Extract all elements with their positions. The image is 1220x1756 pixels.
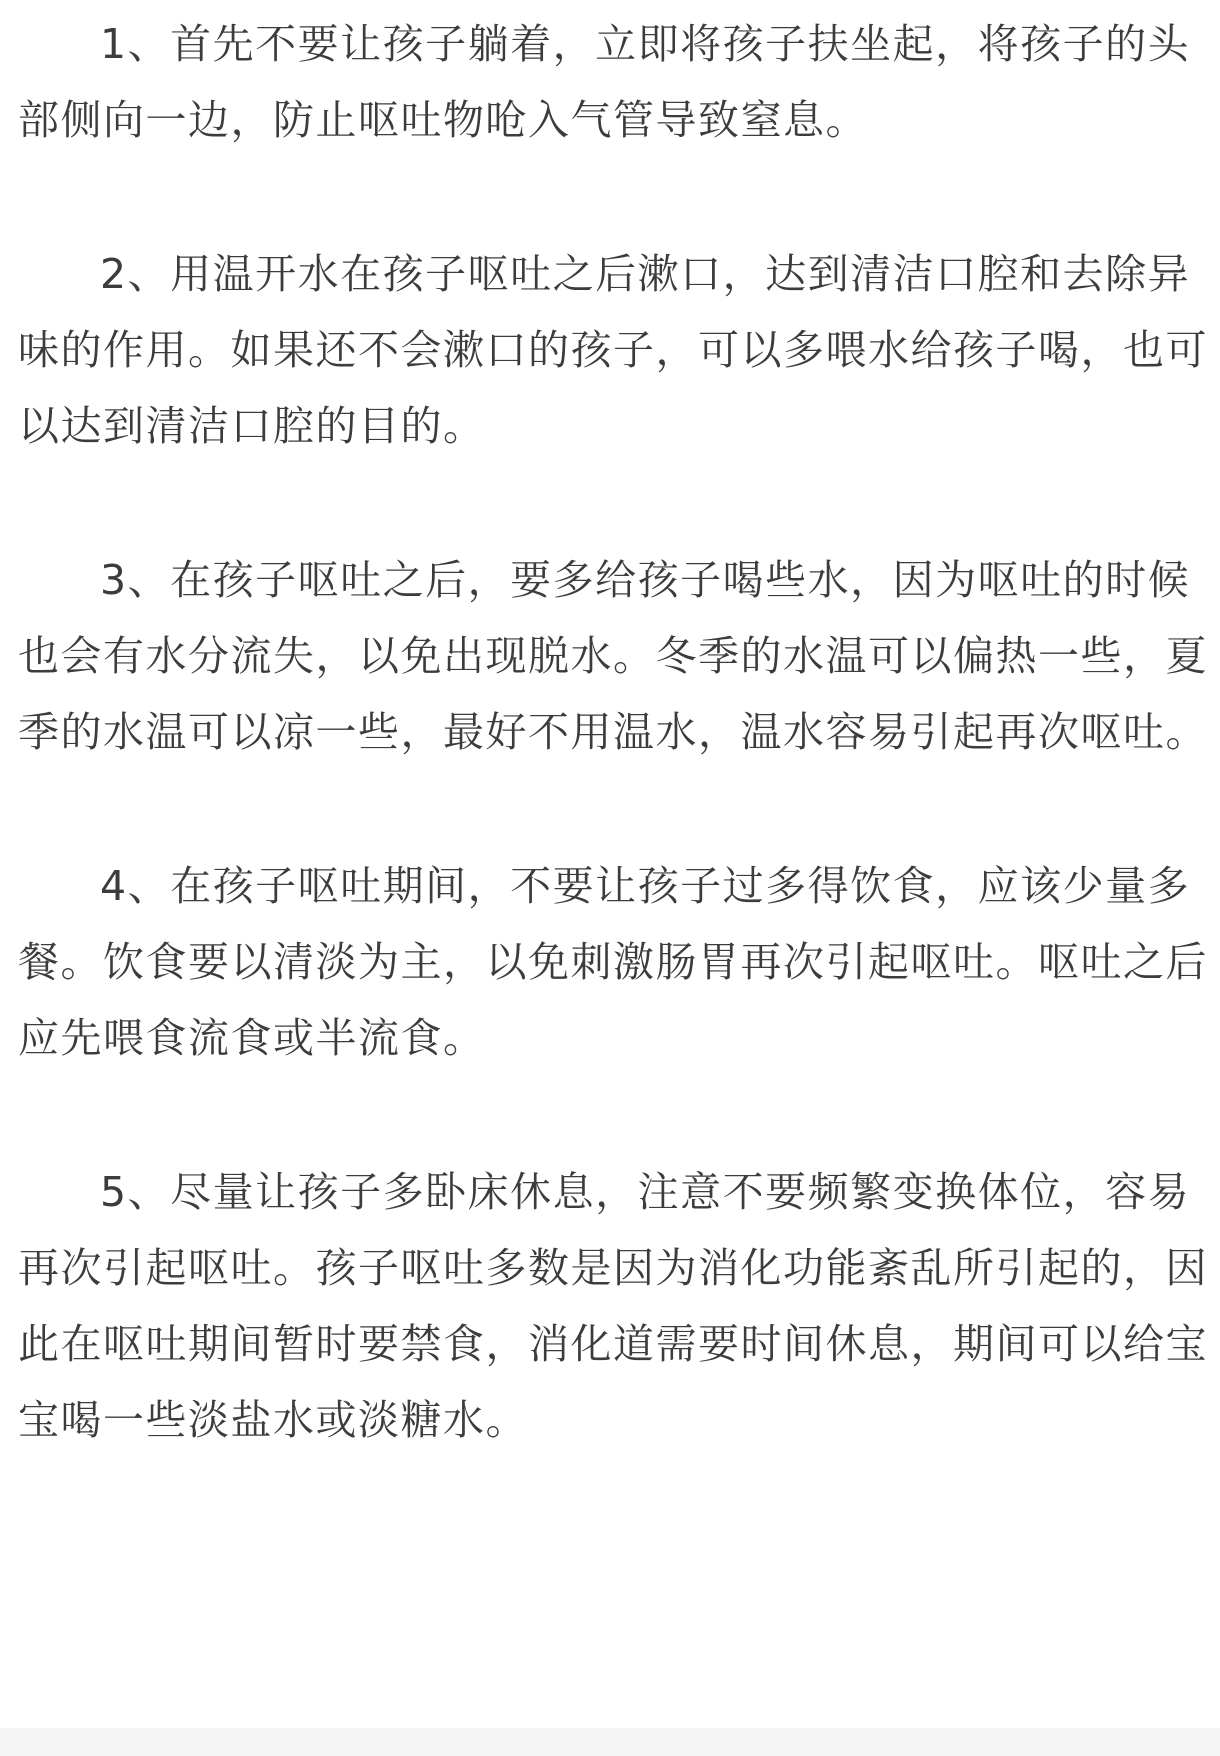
article-body	[18, 0, 1218, 1536]
paragraph-5: 5、尽量让孩子多卧床休息，注意不要频繁变换体位，容易再次引起呕吐。孩子呕吐多数是因为消化功能紊乱所引起的，因此在呕吐期间暂时要禁食，消化道需要时间休息，期间可以给宝宝喝一些淡盐水或淡糖水。	[18, 1168, 1208, 1444]
paragraph-4: 4、在孩子呕吐期间，不要让孩子过多得饮食，应该少量多餐。饮食要以清淡为主，以免刺激肠胃再次引起呕吐。呕吐之后应先喂食流食或半流食。	[18, 862, 1208, 1062]
paragraph-2: 2、用温开水在孩子呕吐之后漱口，达到清洁口腔和去除异味的作用。如果还不会漱口的孩子，可以多喂水给孩子喝，也可以达到清洁口腔的目的。	[18, 250, 1208, 450]
paragraph-3: 3、在孩子呕吐之后，要多给孩子喝些水，因为呕吐的时候也会有水分流失，以免出现脱水。冬季的水温可以偏热一些，夏季的水温可以凉一些，最好不用温水，温水容易引起再次呕吐。	[18, 556, 1208, 756]
bottom-divider-band	[0, 1728, 1220, 1756]
paragraph-1: 1、首先不要让孩子躺着，立即将孩子扶坐起，将孩子的头部侧向一边，防止呕吐物呛入气管导致窒息。	[18, 20, 1191, 144]
